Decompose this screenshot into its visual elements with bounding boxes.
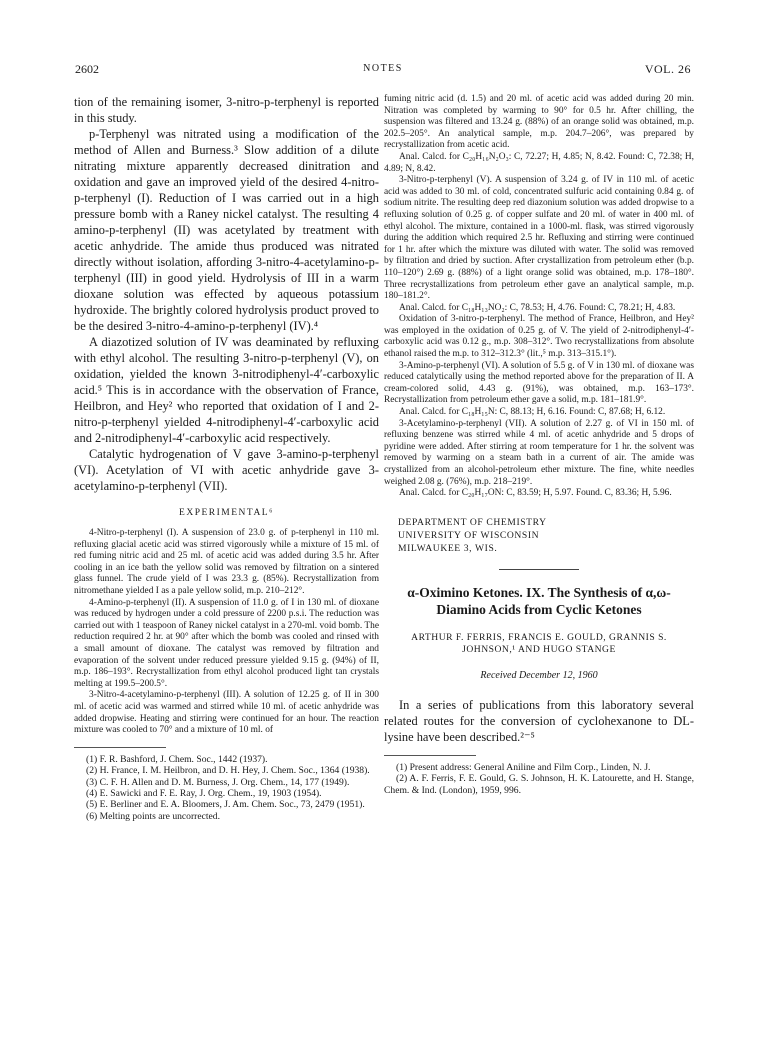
analysis-paragraph: Anal. Calcd. for C₁₈H₁₃NO₂: C, 78.53; H, 4.76. Found: C, 78.21; H, 4.83.	[399, 302, 676, 313]
left-column	[74, 94, 379, 822]
footnote: (3) C. F. H. Allen and D. M. Burness, J. Org. Chem., 14, 177 (1949).	[86, 776, 350, 788]
footnote: (6) Melting points are uncorrected.	[86, 810, 220, 822]
footnote: (2) H. France, I. M. Heilbron, and D. H. Hey, J. Chem. Soc., 1364 (1938).	[86, 765, 370, 777]
footnotes	[384, 762, 694, 796]
experimental-paragraph: fuming nitric acid (d. 1.5) and 20 ml. of acetic acid was added during 20 min. Nitration was completed by warming to 90° for 0.5 hr. After chilling, the suspension was filtered and 13.24 g. (88%) of an orange solid was obtained, m.p. 202.5–205°. An analytical sample, m.p. 204.7–206°, was prepared by recrystallization from acetic acid.	[384, 94, 694, 151]
intro-paragraph: In a series of publications from this laboratory several related routes for the conversion of cyclohexanone to DL-lysine have been described.²⁻⁵	[384, 697, 694, 744]
analysis-paragraph: Anal. Calcd. for C₁₈H₁₅N: C, 88.13; H, 6.16. Found: C, 87.68; H, 6.12.	[399, 407, 666, 418]
right-column	[384, 94, 694, 796]
section-heading: EXPERIMENTAL⁶	[179, 508, 274, 518]
author-list: ARTHUR F. FERRIS, FRANCIS E. GOULD, GRANNIS S. JOHNSON,¹ AND HUGO STANGE	[411, 631, 667, 655]
affiliation-line: DEPARTMENT OF CHEMISTRY	[398, 516, 547, 528]
footnote: (1) F. R. Bashford, J. Chem. Soc., 1442 (1937).	[86, 753, 268, 765]
paragraph: A diazotized solution of IV was deaminated by refluxing with ethyl alcohol. The resulting 3-nitro-p-terphenyl (V), on oxidation, yielded the known 3-nitrodiphenyl-4′-carboxylic acid.⁵ This is in accordance with the observation of France, Heilbron, and Hey² who reported that oxidation of I and 2-nitro-p-terphenyl yielded 4-nitrodiphenyl-4′-carboxylic acid and 2-nitrodiphenyl-4′-carboxylic acid respectively.	[74, 335, 379, 445]
analysis-paragraph: Anal. Calcd. for C₂₀H₁₇ON: C, 83.59; H, 5.97. Found. C, 83.36; H, 5.96.	[399, 488, 672, 499]
received-date: Received December 12, 1960	[480, 669, 598, 681]
paragraph: tion of the remaining isomer, 3-nitro-p-terphenyl is reported in this study.	[74, 95, 379, 125]
footnote: (1) Present address: General Aniline and Film Corp., Linden, N. J.	[396, 761, 651, 773]
page-header	[75, 62, 691, 80]
article-separator	[499, 569, 579, 570]
experimental-paragraph: 3-Acetylamino-p-terphenyl (VII). A solution of 2.27 g. of VI in 150 ml. of refluxing benzene was stirred while 4 ml. of acetic anhydride and 5 drops of pyridine were added. After stirring at room temperature for 1 hr. the solvent was removed by warming on a steam bath in a current of air. The amide was crystallized from an alcohol-petroleum ether mixture. The fine, white needles weighed 2.08 g. (76%), m.p. 218–219°.	[384, 418, 694, 487]
experimental-paragraph: 3-Amino-p-terphenyl (VI). A solution of 5.5 g. of V in 130 ml. of dioxane was reduced catalytically using the method reported above for the preparation of II. A cream-colored solid, 4.43 g. (91%), was obtained, m.p. 163–173°. Recrystallization from petroleum ether gave a solid, m.p. 181–181.9°.	[384, 360, 694, 406]
affiliation	[398, 516, 694, 555]
experimental-paragraph: 3-Nitro-p-terphenyl (V). A suspension of 3.24 g. of IV in 110 ml. of acetic acid was added to 30 ml. of cold, concentrated sulfuric acid containing 0.84 g. of sodium nitrite. The resulting deep red diazonium solution was added dropwise to a refluxing solution of 0.25 g. of copper sulfate and 20 ml. of water in 400 ml. of ethyl alcohol. The mixture, contained in a 1000-ml. flask, was stirred vigorously during the addition which required 2.5 hr. Refluxing and stirring were continued for 1 hr. after which the mixture was diluted with water. The solid was removed by filtration and dried by suction. After crystallization from petroleum ether (b.p. 110–120°) 2.69 g. (88%) of a light orange solid was obtained, m.p. 178–180°. Three recrystallizations from petroleum ether gave an analytical sample, m.p. 180–181.2°.	[384, 175, 694, 302]
experimental-paragraph: 4-Nitro-p-terphenyl (I). A suspension of 23.0 g. of p-terphenyl in 110 ml. refluxing glacial acetic acid was stirred vigorously while a mixture of 15 ml. of red fuming nitric acid and 25 ml. of acetic acid was added during 3.5 hr. After cooling in an ice bath the yellow solid was removed by filtration on a sintered glass funnel. The crude yield of I was 23.3 g. (85%). Recrystallization from nitromethane yielded I as a pale yellow solid, m.p. 210–212°.	[74, 528, 379, 596]
affiliation-line: MILWAUKEE 3, WIS.	[398, 542, 498, 554]
running-title: NOTES	[363, 63, 403, 74]
affiliation-line: UNIVERSITY OF WISCONSIN	[398, 529, 540, 541]
experimental-paragraph: 3-Nitro-4-acetylamino-p-terphenyl (III). A solution of 12.25 g. of II in 300 ml. of acetic acid was warmed and stirred while 10 ml. of acetic anhydride was added dropwise. Heating and stirring were continued for an hour. The reaction mixture was cooled to 70° and a mixture of 10 ml. of	[74, 690, 379, 736]
paragraph: Catalytic hydrogenation of V gave 3-amino-p-terphenyl (VI). Acetylation of VI with acetic anhydride gave 3-acetylamino-p-terphenyl (VII).	[74, 447, 379, 493]
footnote: (2) A. F. Ferris, F. E. Gould, G. S. Johnson, H. K. Latourette, and H. Stange, Chem. & Ind. (London), 1959, 996.	[384, 773, 694, 796]
volume-label: VOL. 26	[644, 62, 691, 76]
experimental-paragraph: Oxidation of 3-nitro-p-terphenyl. The method of France, Heilbron, and Hey² was employed in the oxidation of 0.25 g. of V. The yield of 2-nitrodiphenyl-4′-carboxylic acid was 0.12 g., m.p. 308–312°. Two recrystallizations from absolute ethanol raised the m.p. to 312–312.3° (lit.,⁵ m.p. 313–315.1°).	[384, 314, 694, 360]
footnote-divider	[74, 747, 166, 748]
footnote: (4) E. Sawicki and F. E. Ray, J. Org. Chem., 19, 1903 (1954).	[86, 787, 322, 799]
analysis-paragraph: Anal. Calcd. for C₂₀H₁₆N₂O₃: C, 72.27; H, 4.85; N, 8.42. Found: C, 72.38; H, 4.89; N, 8.42.	[384, 151, 694, 174]
footnote: (5) E. Berliner and E. A. Bloomers, J. Am. Chem. Soc., 73, 2479 (1951).	[86, 799, 365, 811]
page-number: 2602	[75, 62, 99, 76]
paragraph: p-Terphenyl was nitrated using a modification of the method of Allen and Burness.³ Slow addition of a dilute nitrating mixture apparently decreased dinitration and oxidation and gave an improved yield of the desired 4-nitro-p-terphenyl (I). Reduction of I was carried out in a high pressure bomb with a Raney nickel catalyst. The resulting 4 amino-p-terphenyl (II) was acetylated by treatment with acetic anhydride. The amide thus produced was nitrated directly without isolation, affording 3-nitro-4-acetylamino-p-terphenyl (III) in good yield. Hydrolysis of III in a warm dioxane solution was effected by aqueous potassium hydroxide. The brightly colored hydrolysis product proved to be the desired 3-nitro-4-amino-p-terphenyl (IV).⁴	[74, 127, 379, 333]
footnote-divider	[384, 755, 476, 756]
footnotes	[74, 754, 379, 822]
experimental-paragraph: 4-Amino-p-terphenyl (II). A suspension of 11.0 g. of I in 130 ml. of dioxane was reduced by hydrogen under a cold pressure of 2200 p.s.i. The reduction was carried out with 1 teaspoon of Raney nickel catalyst in a 270-ml. void bomb. The reduction required 2 hr. at 90° after which the bomb was cooled and rinsed with a small amount of dioxane. The catalyst was removed by filtration and evaporation of the solvent under reduced pressure yielded 9.15 g. (94%) of II, m.p. 186–193°. Recrystallization from ethyl alcohol produced light tan crystals melting at 199.5–200.5°.	[74, 597, 379, 689]
article-title: α-Oximino Ketones. IX. The Synthesis of α,ω-Diamino Acids from Cyclic Ketones	[407, 584, 671, 617]
